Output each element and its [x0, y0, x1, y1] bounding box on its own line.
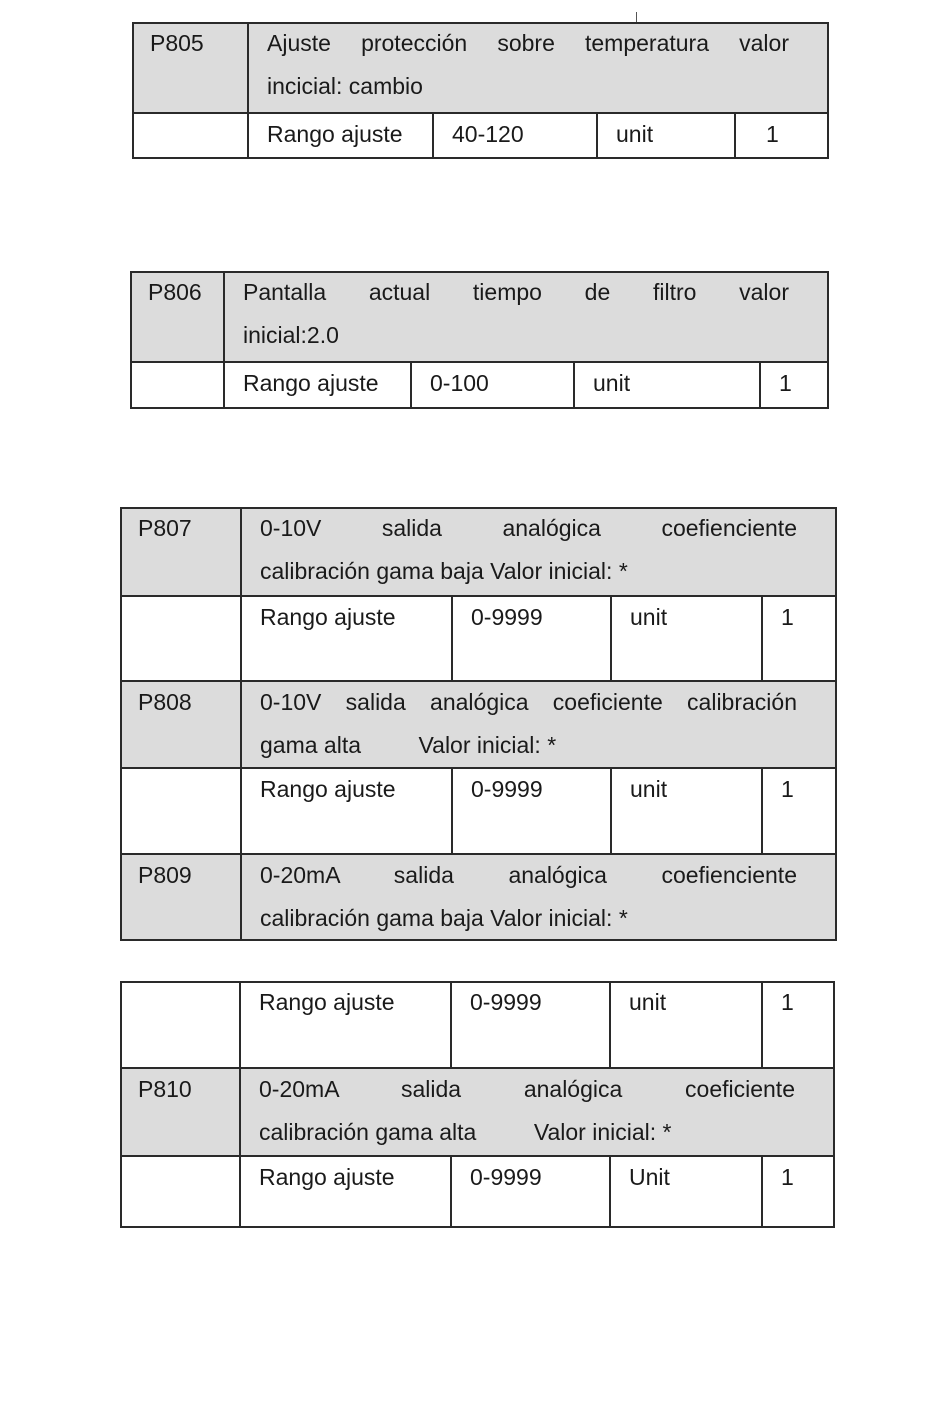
param-table-p809-p810: [120, 981, 835, 1228]
empty-cell: [130, 362, 223, 409]
empty-cell: [120, 981, 239, 1068]
unit-label: unit: [573, 362, 759, 409]
unit-label: unit: [609, 981, 761, 1068]
param-table-p805: [132, 22, 829, 159]
param-description: [240, 507, 837, 596]
range-label: Rango ajuste: [240, 596, 451, 681]
table-border-top: [132, 22, 829, 24]
range-value: 0-9999: [451, 596, 610, 681]
table-border-right: [833, 981, 835, 1228]
table-border-bottom: [130, 407, 829, 409]
param-description-line1: 0-20mA salida analógica coefienciente: [260, 862, 797, 888]
step-value: 1: [759, 362, 829, 409]
param-description-line1: 0-10V salida analógica coefienciente: [260, 515, 797, 541]
table-border-right: [827, 271, 829, 409]
unit-label: Unit: [609, 1156, 761, 1228]
range-label: Rango ajuste: [239, 1156, 450, 1228]
table-row-divider: [132, 112, 829, 114]
range-value: 0-100: [410, 362, 573, 409]
param-description-line2: inicial:2.0: [243, 322, 339, 348]
param-description-line1: 0-20mA salida analógica coeficiente: [259, 1076, 795, 1102]
param-range-row: [132, 113, 829, 159]
param-header-row: [120, 1068, 835, 1156]
step-value: 1: [761, 981, 835, 1068]
param-range-row: [130, 362, 829, 409]
table-border-right: [827, 22, 829, 159]
empty-cell: [132, 113, 247, 159]
param-range-row: [120, 981, 835, 1068]
param-description-line2: incicial: cambio: [267, 73, 423, 99]
table-border-top: [120, 507, 837, 509]
param-description-line2: gama alta Valor inicial: *: [260, 732, 557, 758]
range-label: Rango ajuste: [223, 362, 410, 409]
table-row-divider: [120, 595, 837, 597]
param-description: [240, 854, 837, 941]
table-border-left: [132, 22, 134, 159]
range-label: Rango ajuste: [247, 113, 432, 159]
table-row-divider: [120, 853, 837, 855]
param-code: P805: [150, 30, 204, 56]
param-code: P809: [138, 862, 192, 888]
step-value: 1: [761, 1156, 835, 1228]
table-border-right: [835, 507, 837, 941]
param-header-row: [132, 22, 829, 113]
table-border-bottom: [120, 1226, 835, 1228]
param-code: P808: [138, 689, 192, 715]
range-label: Rango ajuste: [239, 981, 450, 1068]
empty-cell: [120, 596, 240, 681]
param-description-line2: calibración gama baja Valor inicial: *: [260, 558, 628, 584]
param-code: P807: [138, 515, 192, 541]
param-description-line1: 0-10V salida analógica coeficiente calibración: [260, 689, 797, 715]
step-value: 1: [761, 596, 837, 681]
range-value: 0-9999: [450, 1156, 609, 1228]
table-border-left: [120, 981, 122, 1228]
table-border-top: [130, 271, 829, 273]
param-header-row: [120, 681, 837, 768]
unit-label: unit: [596, 113, 734, 159]
table-row-divider: [120, 1155, 835, 1157]
param-table-p807-p809: [120, 507, 837, 941]
param-description: [239, 1068, 835, 1156]
param-header-row: [130, 271, 829, 362]
table-border-top: [120, 981, 835, 983]
param-description: [247, 22, 829, 113]
range-label: Rango ajuste: [240, 768, 451, 854]
param-code: P810: [138, 1076, 192, 1102]
param-description-line2: calibración gama baja Valor inicial: *: [260, 905, 628, 931]
table-row-divider: [120, 680, 837, 682]
table-border-bottom: [132, 157, 829, 159]
param-description-line2: calibración gama alta Valor inicial: *: [259, 1119, 672, 1145]
unit-label: unit: [610, 596, 761, 681]
range-value: 40-120: [432, 113, 596, 159]
table-row-divider: [130, 361, 829, 363]
param-range-row: [120, 768, 837, 854]
param-header-row: [120, 507, 837, 596]
param-description: [240, 681, 837, 768]
table-border-bottom: [120, 939, 837, 941]
param-description: [223, 271, 829, 362]
param-description-line1: Ajuste protección sobre temperatura valor: [267, 30, 789, 56]
param-range-row: [120, 1156, 835, 1228]
step-value: 1: [761, 768, 837, 854]
table-border-left: [120, 507, 122, 941]
step-value: 1: [734, 113, 829, 159]
table-row-divider: [120, 767, 837, 769]
table-row-divider: [120, 1067, 835, 1069]
empty-cell: [120, 1156, 239, 1228]
range-value: 0-9999: [450, 981, 609, 1068]
empty-cell: [120, 768, 240, 854]
param-range-row: [120, 596, 837, 681]
table-border-left: [130, 271, 132, 409]
param-code: P806: [148, 279, 202, 305]
param-table-p806: [130, 271, 829, 409]
param-header-row: [120, 854, 837, 941]
range-value: 0-9999: [451, 768, 610, 854]
param-description-line1: Pantalla actual tiempo de filtro valor: [243, 279, 789, 305]
unit-label: unit: [610, 768, 761, 854]
